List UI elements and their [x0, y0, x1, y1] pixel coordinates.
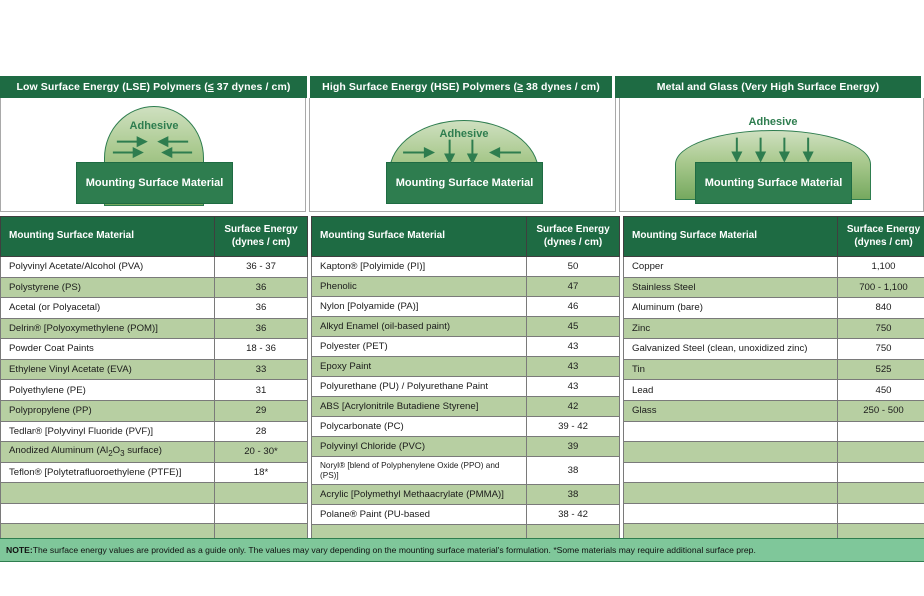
cell-material-name: Nylon [Polyamide (PA)] [312, 297, 527, 317]
table-row [1, 503, 308, 524]
cell-surface-energy-value [838, 442, 924, 463]
cell-surface-energy-value: 36 - 37 [215, 257, 308, 278]
table-row [1, 339, 308, 360]
cell-material-name [624, 503, 838, 524]
cell-surface-energy-value: 36 [215, 277, 308, 298]
cell-surface-energy-value: 38 [527, 457, 620, 485]
panel-header-lse-post: 37 dynes / cm) [213, 81, 291, 93]
column-header-material: Mounting Surface Material [624, 217, 838, 257]
cell-surface-energy-value: 38 - 42 [527, 505, 620, 525]
cell-material-name: Lead [624, 380, 838, 401]
cell-material-name: Polyurethane (PU) / Polyurethane Paint [312, 377, 527, 397]
cell-surface-energy-value: 28 [215, 421, 308, 442]
cell-material-name: Polyester (PET) [312, 337, 527, 357]
table-body-hse [312, 257, 620, 545]
cell-material-name: Aluminum (bare) [624, 298, 838, 319]
panel-header-lse [0, 76, 307, 98]
adhesive-label-metal-glass: Adhesive [748, 116, 798, 128]
table-row [1, 257, 308, 278]
cell-material-name: Alkyd Enamel (oil-based paint) [312, 317, 527, 337]
cell-surface-energy-value [215, 483, 308, 504]
footnote-text: The surface energy values are provided as a guide only. The values may vary depending on the mounting surface material's formulation. *Some materials may require additional surface prep. [32, 545, 756, 555]
column-header-surface-energy-line2: (dynes / cm) [231, 236, 291, 248]
cell-surface-energy-value: 50 [527, 257, 620, 277]
panel-header-row [0, 76, 924, 98]
table-row [1, 359, 308, 380]
panel-header-hse-text [322, 81, 600, 93]
column-header-surface-energy [838, 217, 924, 257]
column-header-surface-energy-line2: (dynes / cm) [543, 236, 603, 248]
cell-material-name: Tedlar® [Polyvinyl Fluoride (PVF)] [1, 421, 215, 442]
table-header-row [624, 217, 924, 257]
mounting-surface-block-lse: Mounting Surface Material [76, 162, 233, 204]
cell-surface-energy-value: 250 - 500 [838, 400, 924, 421]
table-row [312, 505, 620, 525]
table-row [1, 298, 308, 319]
cell-surface-energy-value: 39 [527, 437, 620, 457]
column-header-surface-energy [527, 217, 620, 257]
table-row [312, 377, 620, 397]
cell-surface-energy-value: 29 [215, 400, 308, 421]
table-row [312, 337, 620, 357]
diagram-lse [0, 98, 306, 212]
table-row [312, 485, 620, 505]
panel-header-metal-glass [615, 76, 921, 98]
panel-header-lse-text [16, 81, 290, 93]
cell-material-name: Glass [624, 400, 838, 421]
cell-surface-energy-value: 525 [838, 359, 924, 380]
diagram-metal-glass [619, 98, 924, 212]
table-row [624, 380, 924, 401]
cell-material-name: Teflon® [Polytetrafluoroethylene (PTFE)] [1, 462, 215, 483]
cell-material-name: Stainless Steel [624, 277, 838, 298]
cell-surface-energy-value: 18* [215, 462, 308, 483]
cell-surface-energy-value [215, 503, 308, 524]
cell-material-name: Phenolic [312, 277, 527, 297]
cell-surface-energy-value: 750 [838, 318, 924, 339]
panel-header-hse-post: 38 dynes / cm) [523, 81, 600, 93]
cell-surface-energy-value: 20 - 30* [215, 442, 308, 463]
panel-header-metal-glass-text: Metal and Glass (Very High Surface Energy) [656, 81, 880, 93]
cell-surface-energy-value: 36 [215, 318, 308, 339]
table-row [312, 457, 620, 485]
cell-material-name: Zinc [624, 318, 838, 339]
cell-material-name: Acetal (or Polyacetal) [1, 298, 215, 319]
table-row [624, 257, 924, 278]
cell-surface-energy-value [838, 483, 924, 504]
cell-material-name: Anodized Aluminum ($Al_2O_3$ surface) [1, 442, 215, 463]
cell-surface-energy-value [838, 421, 924, 442]
cell-material-name: Tin [624, 359, 838, 380]
cell-surface-energy-value [838, 503, 924, 524]
cell-material-name [624, 421, 838, 442]
cell-surface-energy-value: 36 [215, 298, 308, 319]
column-header-surface-energy-line1: Surface Energy [536, 224, 610, 236]
table-row [1, 277, 308, 298]
table-row [624, 298, 924, 319]
table-body-lse [1, 257, 308, 545]
table-row [1, 462, 308, 483]
panel-header-hse-pre: High Surface Energy (HSE) Polymers ( [322, 81, 518, 93]
cell-surface-energy-value: 840 [838, 298, 924, 319]
footnote-label: NOTE: [6, 545, 33, 555]
diagram-row [0, 98, 924, 212]
table-row [312, 417, 620, 437]
table-header-row [312, 217, 620, 257]
cell-material-name [1, 503, 215, 524]
cell-material-name [624, 483, 838, 504]
cell-material-name: Acrylic [Polymethyl Methaacrylate (PMMA)] [312, 485, 527, 505]
table-row [312, 357, 620, 377]
cell-surface-energy-value: 1,100 [838, 257, 924, 278]
table-row [312, 317, 620, 337]
cell-surface-energy-value: 750 [838, 339, 924, 360]
cell-material-name: Polyethylene (PE) [1, 380, 215, 401]
cell-surface-energy-value: 39 - 42 [527, 417, 620, 437]
cell-surface-energy-value: 700 - 1,100 [838, 277, 924, 298]
cell-material-name: Powder Coat Paints [1, 339, 215, 360]
table-row [1, 400, 308, 421]
cell-surface-energy-value: 43 [527, 377, 620, 397]
table-row [1, 380, 308, 401]
tables-row [0, 216, 924, 545]
panel-header-hse [307, 76, 615, 98]
adhesive-label-lse: Adhesive [129, 120, 179, 132]
table-row [624, 421, 924, 442]
cell-surface-energy-value: 45 [527, 317, 620, 337]
table-row [624, 339, 924, 360]
cell-material-name: Polane® Paint (PU-based [312, 505, 527, 525]
table-row [624, 318, 924, 339]
table-row [624, 442, 924, 463]
cell-surface-energy-value [838, 462, 924, 483]
cell-material-name [1, 483, 215, 504]
column-header-material: Mounting Surface Material [312, 217, 527, 257]
table-row [624, 483, 924, 504]
column-header-surface-energy [215, 217, 308, 257]
table-header-row [1, 217, 308, 257]
cell-surface-energy-value: 43 [527, 337, 620, 357]
column-header-surface-energy-line1: Surface Energy [846, 224, 921, 236]
table-row [1, 483, 308, 504]
column-header-material: Mounting Surface Material [1, 217, 215, 257]
table-row [1, 442, 308, 463]
cell-surface-energy-value: 31 [215, 380, 308, 401]
cell-material-name: Kapton® [Polyimide (PI)] [312, 257, 527, 277]
cell-surface-energy-value: 46 [527, 297, 620, 317]
panel-header-hse-symbol: ≥ [517, 81, 524, 93]
cell-material-name: Polystyrene (PS) [1, 277, 215, 298]
table-row [1, 318, 308, 339]
table-lse [0, 216, 308, 545]
mounting-surface-block-metal-glass: Mounting Surface Material [695, 162, 852, 204]
table-row [312, 277, 620, 297]
table-row [312, 437, 620, 457]
cell-material-name: Galvanized Steel (clean, unoxidized zinc) [624, 339, 838, 360]
table-row [624, 359, 924, 380]
cell-surface-energy-value: 42 [527, 397, 620, 417]
cell-material-name: Ethylene Vinyl Acetate (EVA) [1, 359, 215, 380]
cell-material-name [624, 442, 838, 463]
cell-material-name: Noryl® [blend of Polyphenylene Oxide (PPO) and (PS)] [312, 457, 527, 485]
table-row [1, 421, 308, 442]
cell-material-name: Polypropylene (PP) [1, 400, 215, 421]
table-row [624, 462, 924, 483]
cell-surface-energy-value: 38 [527, 485, 620, 505]
cell-material-name: ABS [Acrylonitrile Butadiene Styrene] [312, 397, 527, 417]
table-row [312, 297, 620, 317]
table-metal-glass [623, 216, 924, 545]
table-row [312, 257, 620, 277]
table-row [624, 400, 924, 421]
cell-material-name [624, 462, 838, 483]
adhesive-label-hse: Adhesive [439, 128, 489, 140]
cell-surface-energy-value: 33 [215, 359, 308, 380]
table-hse [311, 216, 620, 545]
mounting-surface-block-hse: Mounting Surface Material [386, 162, 543, 204]
cell-surface-energy-value: 18 - 36 [215, 339, 308, 360]
diagram-hse [309, 98, 616, 212]
cell-material-name: Polycarbonate (PC) [312, 417, 527, 437]
cell-material-name: Polyvinyl Chloride (PVC) [312, 437, 527, 457]
cell-material-name: Epoxy Paint [312, 357, 527, 377]
panel-header-lse-pre: Low Surface Energy (LSE) Polymers ( [16, 81, 208, 93]
table-body-metal-glass [624, 257, 924, 545]
table-row [624, 277, 924, 298]
table-row [312, 397, 620, 417]
table-row [624, 503, 924, 524]
cell-material-name: Copper [624, 257, 838, 278]
footnote-bar [0, 538, 924, 562]
panel-header-lse-symbol: ≤ [207, 81, 214, 93]
cell-material-name: Delrin® [Polyoxymethylene (POM)] [1, 318, 215, 339]
cell-material-name: Polyvinyl Acetate/Alcohol (PVA) [1, 257, 215, 278]
column-header-surface-energy-line1: Surface Energy [224, 224, 298, 236]
cell-surface-energy-value: 47 [527, 277, 620, 297]
cell-surface-energy-value: 450 [838, 380, 924, 401]
cell-surface-energy-value: 43 [527, 357, 620, 377]
column-header-surface-energy-line2: (dynes / cm) [854, 236, 913, 248]
